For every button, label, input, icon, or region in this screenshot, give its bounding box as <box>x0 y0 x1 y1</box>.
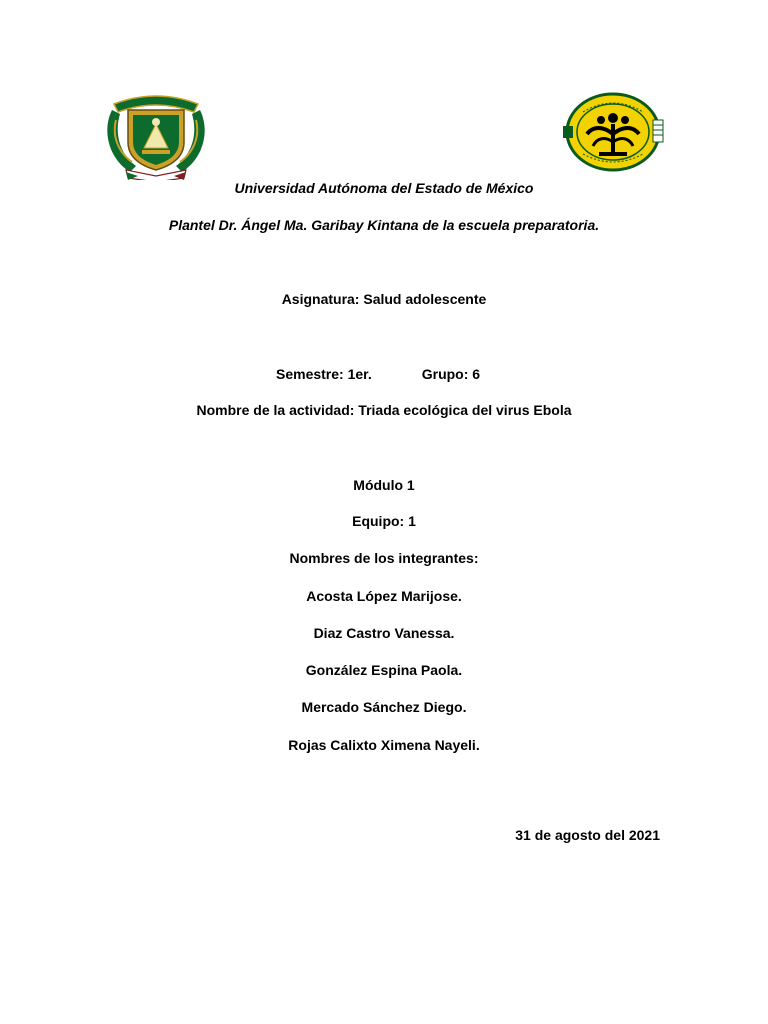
semester-text: Semestre: 1er. <box>276 366 372 382</box>
group-text: Grupo: 6 <box>421 366 481 382</box>
member-name: Mercado Sánchez Diego. <box>301 699 467 715</box>
module-label: Módulo 1 <box>353 477 415 493</box>
uaemex-coat-of-arms-icon <box>102 90 210 180</box>
member-name: Rojas Calixto Ximena Nayeli. <box>288 737 480 753</box>
campus-title: Plantel Dr. Ángel Ma. Garibay Kintana de la escuela preparatoria. <box>168 217 600 233</box>
member-name: González Espina Paola. <box>305 662 463 678</box>
semester-group-row <box>276 365 480 383</box>
members-heading: Nombres de los integrantes: <box>289 550 479 566</box>
member-name: Diaz Castro Vanessa. <box>313 625 455 641</box>
subject-line: Asignatura: Salud adolescente <box>281 291 487 307</box>
activity-name: Nombre de la actividad: Triada ecológica del virus Ebola <box>196 402 572 418</box>
member-name: Acosta López Marijose. <box>306 588 462 604</box>
university-title: Universidad Autónoma del Estado de México <box>234 180 534 196</box>
team-label: Equipo: 1 <box>352 513 416 529</box>
plantel-garibay-seal-icon <box>563 90 667 174</box>
submission-date: 31 de agosto del 2021 <box>515 827 660 843</box>
